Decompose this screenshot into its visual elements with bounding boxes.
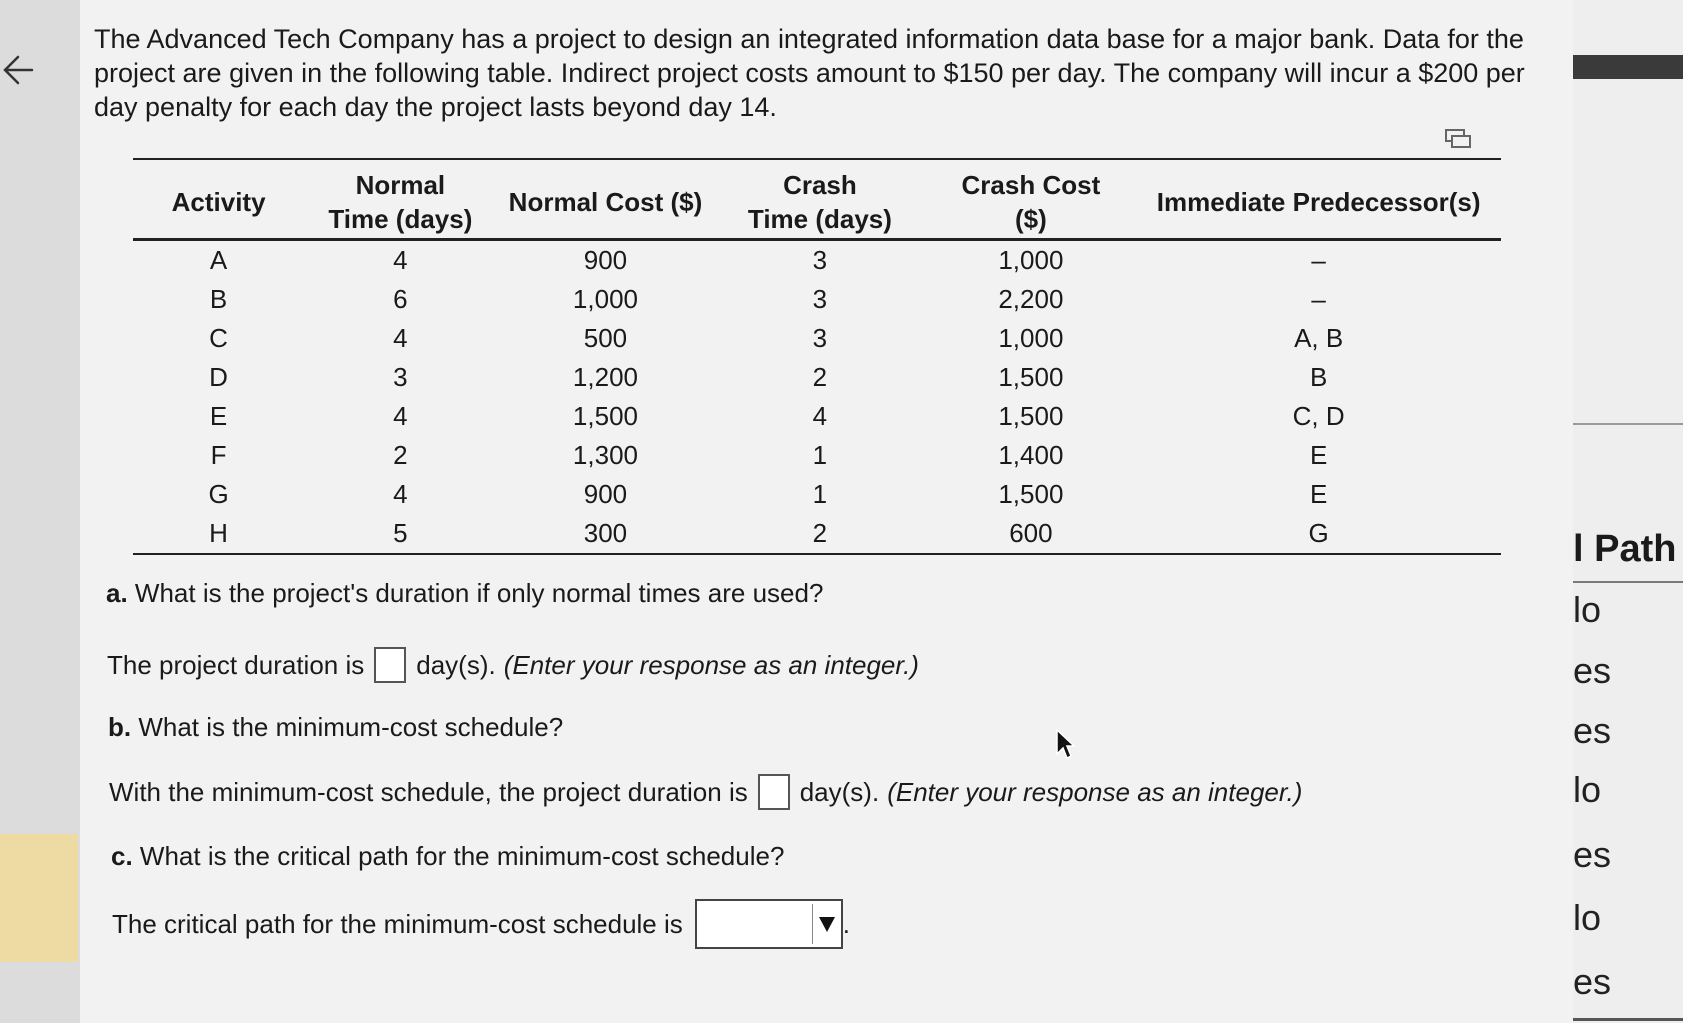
dropdown-arrow-icon[interactable] xyxy=(812,904,841,944)
table-row xyxy=(133,436,1501,475)
side-fragment: es xyxy=(1573,650,1612,691)
answer-b-prefix: With the minimum-cost schedule, the project duration is xyxy=(109,776,748,807)
cell-crash-cost: 1,000 xyxy=(998,245,1064,275)
cell-crash-time: 1 xyxy=(812,479,828,509)
cell-predecessors: G xyxy=(1136,514,1501,554)
header-crash-cost: Crash Cost ($) xyxy=(925,159,1136,240)
side-fragment: lo xyxy=(1573,897,1602,938)
answer-c-prefix: The critical path for the minimum-cost schedule is xyxy=(112,908,683,939)
question-c xyxy=(111,841,784,872)
side-fragment: es xyxy=(1573,710,1612,751)
table-header-row xyxy=(133,159,1501,240)
answer-b-input[interactable] xyxy=(758,774,790,810)
cell-crash-cost: 1,500 xyxy=(998,401,1064,431)
cell-crash-time: 3 xyxy=(812,245,828,275)
question-b-text: What is the minimum-cost schedule? xyxy=(138,712,564,742)
cell-predecessors: – xyxy=(1311,245,1326,275)
cell-crash-time: 4 xyxy=(812,401,828,431)
table-row xyxy=(133,240,1501,281)
table-row xyxy=(133,397,1501,436)
cell-activity: B xyxy=(209,284,228,314)
side-fragment: lo xyxy=(1573,769,1602,810)
cell-predecessors: – xyxy=(1311,284,1326,314)
question-b xyxy=(108,712,563,743)
cell-crash-cost: 1,500 xyxy=(998,479,1064,509)
cell-normal-time: 6 xyxy=(393,284,408,314)
side-panel-heading: l Path xyxy=(1573,528,1683,583)
header-activity: Activity xyxy=(133,159,304,240)
back-arrow-icon[interactable] xyxy=(2,52,36,88)
cell-normal-cost: 900 xyxy=(583,245,628,275)
cell-crash-cost: 2,200 xyxy=(998,284,1064,314)
cell-normal-time: 2 xyxy=(393,440,408,470)
side-fragment: lo xyxy=(1573,589,1602,630)
cell-crash-time: 1 xyxy=(812,440,828,470)
cell-predecessors: C, D xyxy=(1292,401,1345,431)
cell-crash-time: 2 xyxy=(714,514,925,554)
cell-crash-time: 3 xyxy=(812,323,828,353)
cell-normal-cost: 500 xyxy=(583,323,628,353)
left-highlight-block xyxy=(0,833,78,961)
cell-normal-time: 4 xyxy=(393,323,408,353)
answer-b-line xyxy=(109,774,1302,810)
critical-path-select[interactable] xyxy=(695,899,843,949)
cell-predecessors: A, B xyxy=(1294,323,1344,353)
cell-crash-cost: 600 xyxy=(925,514,1136,554)
cell-crash-cost: 1,400 xyxy=(998,440,1064,470)
cell-crash-time: 3 xyxy=(812,284,828,314)
cell-activity: H xyxy=(133,514,304,554)
answer-a-suffix: day(s). xyxy=(416,649,496,680)
cell-activity: A xyxy=(209,245,228,275)
cell-predecessors: E xyxy=(1309,479,1328,509)
answer-b-suffix: day(s). xyxy=(799,776,880,807)
cell-normal-cost: 900 xyxy=(583,479,628,509)
cell-crash-time: 2 xyxy=(812,362,828,392)
right-divider xyxy=(1573,423,1683,425)
table-row xyxy=(133,475,1501,514)
cell-normal-cost: 300 xyxy=(497,514,715,554)
header-predecessors: Immediate Predecessor(s) xyxy=(1136,159,1501,240)
cell-normal-time: 4 xyxy=(393,401,408,431)
cell-predecessors: E xyxy=(1309,440,1328,470)
left-nav-strip xyxy=(0,0,82,1023)
cell-crash-cost: 1,500 xyxy=(998,362,1064,392)
cell-crash-cost: 1,000 xyxy=(998,323,1064,353)
cell-normal-cost: 1,300 xyxy=(572,440,638,470)
table-row xyxy=(133,514,1501,554)
answer-c-line xyxy=(112,899,850,949)
cell-normal-cost: 1,200 xyxy=(572,362,638,392)
project-data-table xyxy=(133,158,1501,555)
header-normal-cost: Normal Cost ($) xyxy=(497,159,715,240)
table-row xyxy=(133,319,1501,358)
question-c-text: What is the critical path for the minimum-cost schedule? xyxy=(139,841,785,871)
answer-a-hint: (Enter your response as an integer.) xyxy=(503,649,919,680)
header-crash-time: Crash Time (days) xyxy=(714,159,925,240)
answer-a-input[interactable] xyxy=(374,647,406,683)
answer-a-line xyxy=(107,647,919,683)
question-a-letter: a. xyxy=(106,578,128,608)
side-fragment: es xyxy=(1573,961,1612,1002)
question-a xyxy=(106,578,823,609)
cell-activity: C xyxy=(209,323,228,353)
mouse-pointer-icon xyxy=(1055,728,1075,760)
answer-b-hint: (Enter your response as an integer.) xyxy=(887,776,1303,807)
cell-activity: F xyxy=(210,440,227,470)
cell-predecessors: B xyxy=(1309,362,1328,392)
table-row xyxy=(133,280,1501,319)
cell-activity: D xyxy=(209,362,228,392)
cell-normal-time: 3 xyxy=(393,362,408,392)
cell-normal-time: 5 xyxy=(304,514,496,554)
right-side-panel xyxy=(1573,0,1683,1023)
answer-c-trailing: . xyxy=(842,908,851,939)
right-dark-bar xyxy=(1573,55,1683,79)
problem-statement: The Advanced Tech Company has a project to design an integrated information data base for a major bank. Data for the project are given in the following table. Indirect project costs amount to $150 per day. The company will incur a $200 per day penalty for each day the project lasts beyond day 14. xyxy=(94,24,1525,122)
table-row xyxy=(133,358,1501,397)
cell-activity: G xyxy=(208,479,229,509)
cell-normal-time: 4 xyxy=(393,479,408,509)
question-b-letter: b. xyxy=(108,712,132,742)
question-a-text: What is the project's duration if only normal times are used? xyxy=(134,578,824,608)
answer-a-prefix: The project duration is xyxy=(107,649,365,680)
right-bottom-rule xyxy=(1573,1018,1683,1021)
cell-normal-cost: 1,000 xyxy=(572,284,638,314)
cell-normal-time: 4 xyxy=(393,245,408,275)
side-fragment: es xyxy=(1573,834,1612,875)
expand-table-icon[interactable] xyxy=(1445,129,1471,149)
question-c-letter: c. xyxy=(111,841,133,871)
header-normal-time: Normal Time (days) xyxy=(304,159,496,240)
cell-normal-cost: 1,500 xyxy=(572,401,638,431)
cell-activity: E xyxy=(209,401,228,431)
